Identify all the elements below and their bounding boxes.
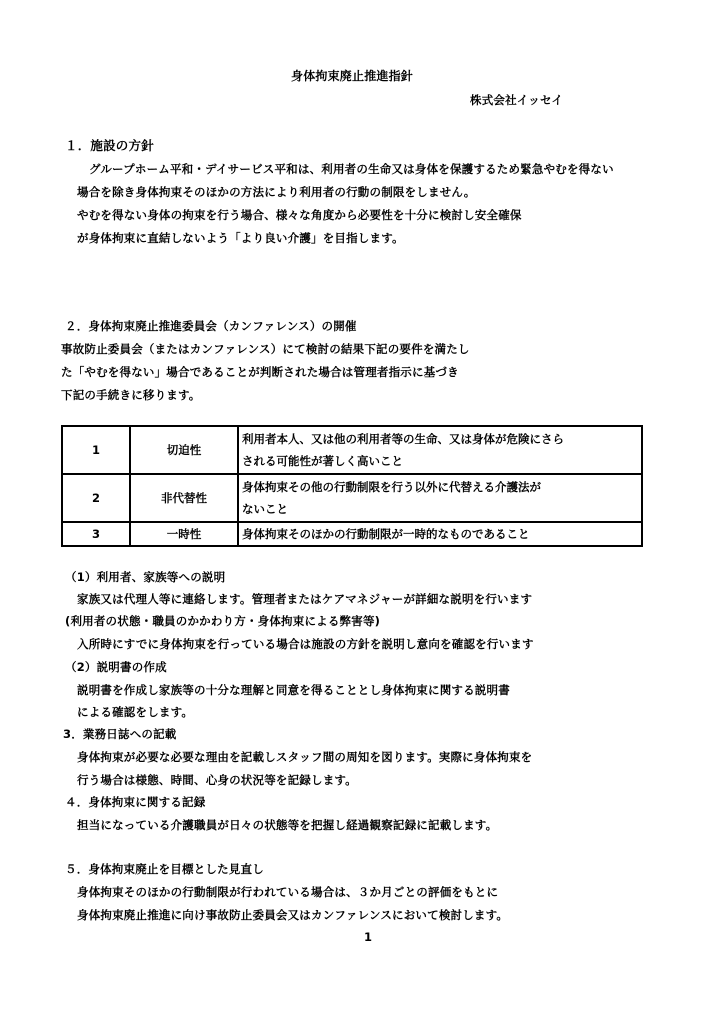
criteria-table: [61, 425, 643, 547]
procedure1-heading: （1）利用者、家族等への説明: [65, 570, 226, 584]
criteria-name: 一時性: [130, 522, 238, 546]
document-title: 身体拘束廃止推進指針: [291, 69, 414, 83]
criteria-description-line: 身体拘束その他の行動制限を行う以外に代替える介護法が: [242, 480, 541, 494]
procedure1-line: 入所時にすでに身体拘束を行っている場合は施設の方針を説明し意向を確認を行います: [77, 637, 534, 651]
section5-heading: ５．身体拘束廃止を目標とした見直し: [65, 862, 264, 876]
procedure1-line: 家族又は代理人等に連絡します。管理者またはケアマネジャーが詳細な説明を行います: [77, 592, 533, 606]
page-number: 1: [364, 930, 373, 944]
procedure2-line: 説明書を作成し家族等の十分な理解と同意を得ることとし身体拘束に関する説明書: [77, 683, 510, 697]
procedure2-heading: （2）説明書の作成: [65, 660, 167, 674]
criteria-description-line: される可能性が著しく高いこと: [242, 454, 403, 468]
table-row: [62, 474, 642, 522]
criteria-description: [238, 474, 642, 522]
procedure2-line: による確認をします。: [77, 705, 194, 719]
section1-line: グループホーム平和・デイサービス平和は、利用者の生命又は身体を保護するため緊急やむを得ない: [89, 162, 614, 176]
section2-heading: ２．身体拘束廃止推進委員会（カンファレンス）の開催: [65, 319, 357, 333]
section5-line: 身体拘束廃止推進に向け事故防止委員会又はカンファレンスにおいて検討します。: [77, 908, 509, 922]
criteria-description: 身体拘束そのほかの行動制限が一時的なものであること: [238, 522, 642, 546]
company-name: 株式会社イッセイ: [470, 93, 564, 107]
section4-line: 担当になっている介護職員が日々の状態等を把握し経過観察記録に記載します。: [77, 818, 498, 832]
section5-line: 身体拘束そのほかの行動制限が行われている場合は、３か月ごとの評価をもとに: [77, 885, 499, 899]
section2-line: 下記の手続きに移ります。: [61, 388, 201, 402]
criteria-name: 非代替性: [130, 474, 238, 522]
table-row: [62, 522, 642, 546]
criteria-number: 3: [62, 522, 130, 546]
section3-line: 行う場合は様態、時間、心身の状況等を記録します。: [77, 773, 357, 787]
criteria-description-line: ないこと: [242, 502, 288, 516]
criteria-description: [238, 426, 642, 474]
section1-heading: １．施設の方針: [65, 138, 154, 153]
criteria-number: 2: [62, 474, 130, 522]
section4-heading: ４．身体拘束に関する記録: [65, 795, 206, 809]
section3-line: 身体拘束が必要な必要な理由を記載しスタッフ間の周知を図ります。実際に身体拘束を: [77, 750, 533, 764]
criteria-description-line: 利用者本人、又は他の利用者等の生命、又は身体が危険にさら: [242, 432, 564, 446]
table-row: [62, 426, 642, 474]
section2-line: た「やむを得ない」場合であることが判断された場合は管理者指示に基づき: [61, 365, 459, 379]
procedure1-note: (利用者の状態・職員のかかわり方・身体拘束による弊害等): [65, 614, 381, 628]
section3-heading: 3．業務日誌への記載: [63, 727, 177, 741]
criteria-name: 切迫性: [130, 426, 238, 474]
section1-line: が身体拘束に直結しないよう「より良い介護」を目指します。: [77, 231, 404, 245]
criteria-number: 1: [62, 426, 130, 474]
section1-line: やむを得ない身体の拘束を行う場合、様々な角度から必要性を十分に検討し安全確保: [77, 208, 522, 222]
section1-line: 場合を除き身体拘束そのほかの方法により利用者の行動の制限をしません。: [77, 185, 476, 199]
section2-line: 事故防止委員会（またはカンファレンス）にて検討の結果下記の要件を満たし: [61, 342, 470, 356]
